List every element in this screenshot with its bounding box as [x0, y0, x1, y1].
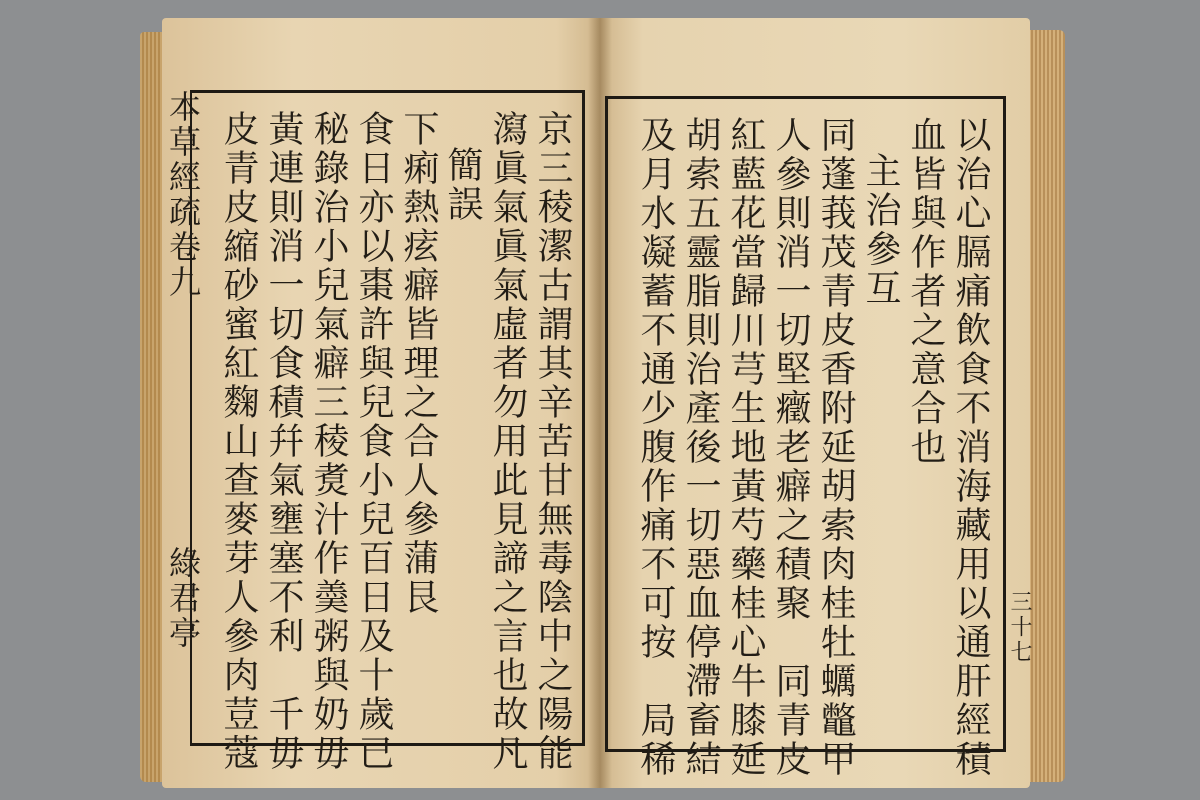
right-page-edges	[1027, 30, 1065, 782]
left-column-8: 皮青皮縮砂蜜紅麴山查麥芽人參肉荳蔻	[218, 110, 259, 773]
left-column-7: 黃連則消一切食積幷氣壅塞不利 千毋	[263, 110, 304, 773]
right-column-4: 同蓬莪茂青皮香附延胡索肉桂牡蠣鼈甲	[815, 116, 856, 779]
right-column-2: 血皆與作者之意合也	[905, 116, 946, 467]
margin-title: 本草經疏卷九	[164, 90, 202, 300]
right-column-8: 及月水凝蓄不通少腹作痛不可按 局稀	[635, 116, 676, 779]
publisher-mark: 綠君亭	[164, 546, 202, 651]
right-column-7: 胡索五靈脂則治產後一切惡血停滯畜結	[680, 116, 721, 779]
left-column-4: 下痢熱痃癖皆理之合人參蒲艮	[398, 110, 439, 617]
page-number: 三十七	[1007, 590, 1032, 665]
right-column-3: 主治參互	[860, 152, 901, 308]
open-book	[140, 18, 1065, 788]
right-column-1: 以治心膈痛飲食不消海藏用以通肝經積	[950, 116, 991, 779]
left-column-2: 瀉眞氣眞氣虛者勿用此見諦之言也故凡	[487, 110, 528, 773]
left-column-3: 簡誤	[442, 146, 483, 224]
left-column-5: 食日亦以棗許與兒食小兒百日及十歲已	[353, 110, 394, 773]
right-column-5: 人參則消一切堅癥老癖之積聚 同青皮	[770, 116, 811, 779]
left-column-6: 秘錄治小兒氣癖三稜煑汁作羮粥與奶毋	[308, 110, 349, 773]
right-column-6: 紅藍花當歸川芎生地黃芍藥桂心牛膝延	[725, 116, 766, 779]
left-column-1: 京三稜潔古謂其辛苦甘無毒陰中之陽能	[532, 110, 573, 773]
